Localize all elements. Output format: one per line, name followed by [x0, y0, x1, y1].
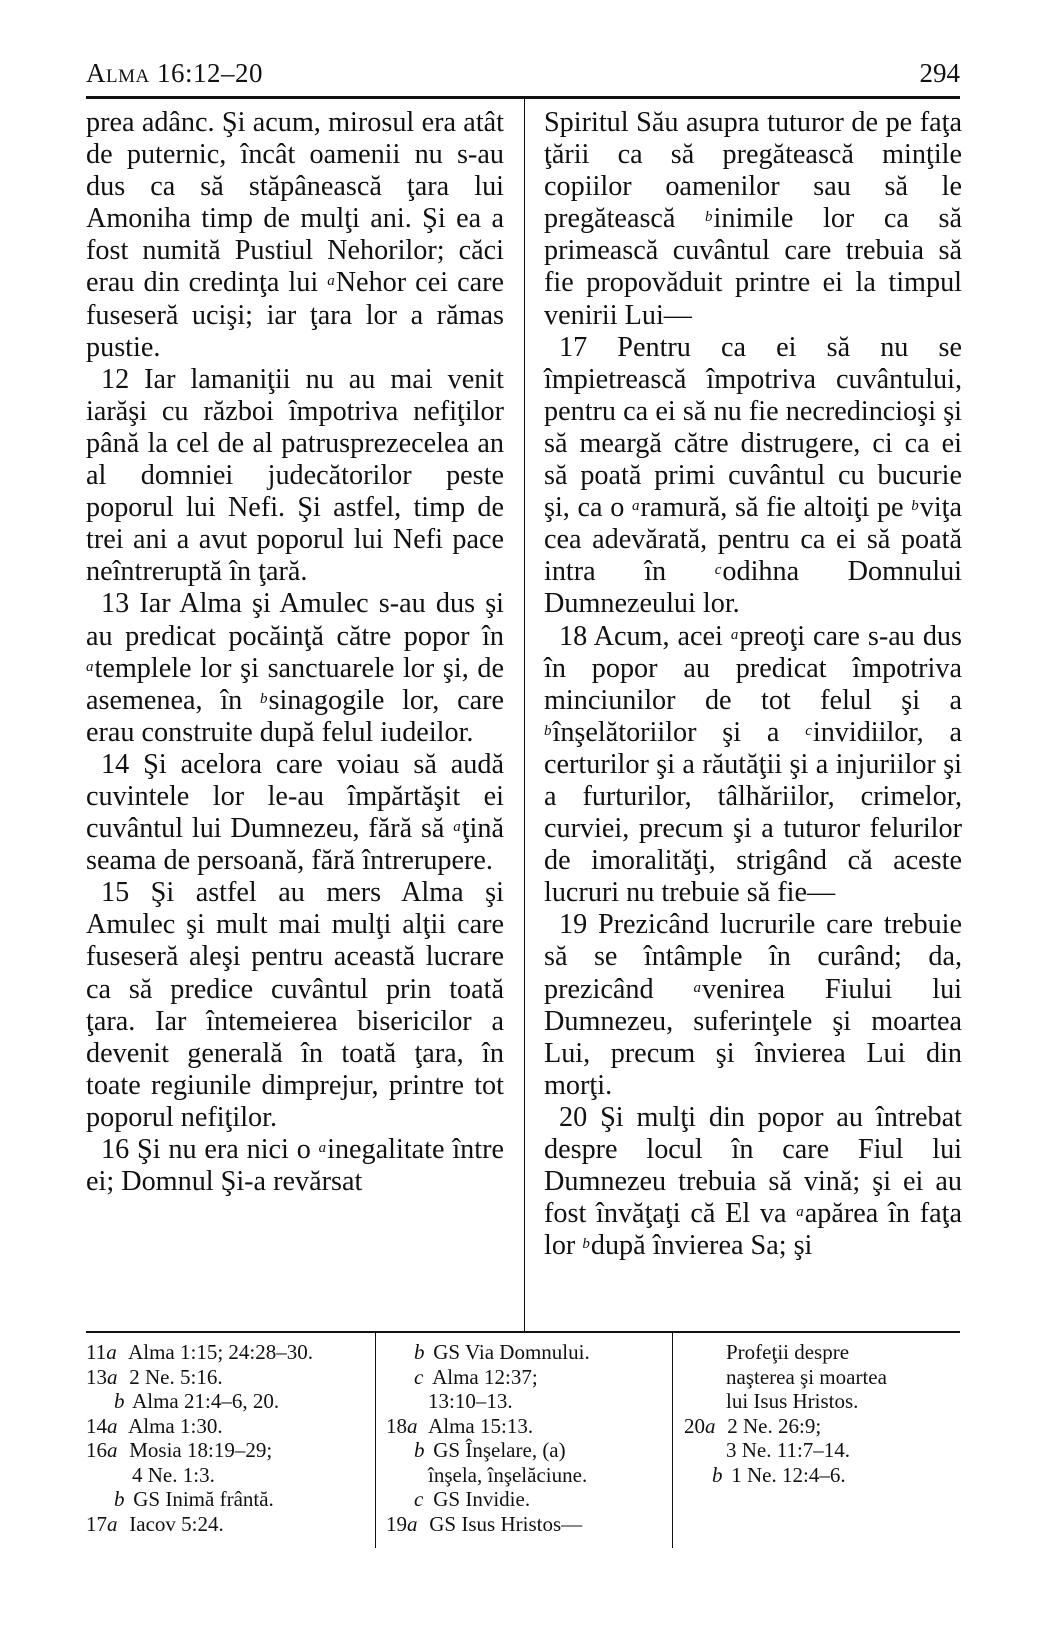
footnote-marker[interactable]: b: [705, 209, 713, 226]
footnote-marker[interactable]: c: [714, 562, 722, 579]
running-title: [86, 58, 263, 89]
verse-14: 14 Şi acelora care voiau să audă cuvintele lor le-au împărtăşit ei cuvântul lui Dumnezeu, fără să $^a$ţină seama de persoană, fără întrerupere.: [86, 748, 504, 877]
footnote-entry[interactable]: b GS Inimă frântă.: [114, 1487, 274, 1511]
footnotes-rule: [86, 1331, 960, 1333]
footnote-entry[interactable]: 11a Alma 1:15; 24:28–30.: [86, 1340, 314, 1364]
footnote-entry[interactable]: 17a Iacov 5:24.: [86, 1511, 224, 1536]
verse-16: 16 Şi nu era nici o $^a$inegalitate între ei; Domnul Şi-a revărsat: [86, 1134, 504, 1198]
footnote-column-divider: [672, 1333, 673, 1548]
verse-16-continuation: Spiritul Său asupra tuturor de pe faţa ţării ca să pregătească minţile copiilor oamenilor sau să le pregătească $^b$inimile lor ca să primească cuvântul care trebuia să fie propovăduit printre ei la timpul venirii Lui—: [544, 107, 962, 331]
page-number: 294: [919, 58, 960, 88]
verse-11-continuation: prea adânc. Şi acum, mirosul era atât de puternic, încât oamenii nu s-au dus ca să stăpânească ţara lui Amoniha timp de mulţi ani. Şi ea a fost numită Pustiul Nehorilor; căci erau din credinţa lui $^a$Nehor cei care fuseseră ucişi; iar ţara lor a rămas pustie.: [86, 107, 504, 363]
footnote-entry[interactable]: b GS Via Domnului.: [414, 1340, 590, 1364]
footnotes-column-3: [684, 1340, 960, 1487]
footnote-continuation: 4 Ne. 1:3.: [132, 1462, 215, 1487]
footnote-marker[interactable]: a: [796, 1204, 804, 1221]
verse-19: 19 Prezicând lucrurile care trebuie să se întâmple în curând; da, prezicând $^a$venirea Fiului lui Dumnezeu, suferinţele şi moartea Lui, precum şi învierea Lui din morţi.: [544, 909, 962, 1101]
footnote-entry[interactable]: 16a Mosia 18:19–29;: [86, 1438, 273, 1462]
footnote-marker[interactable]: a: [631, 498, 640, 515]
verse-12: 12 Iar lamaniţii nu au mai venit iarăşi cu război împotriva nefiţilor până la cel de al patrusprezecelea an al domniei judecătorilor peste poporul lui Nefi. Şi astfel, timp de trei ani a avut poporul lui Nefi pace neîntreruptă în ţară.: [86, 363, 504, 588]
footnote-continuation: înşela, înşelăciune.: [428, 1462, 588, 1487]
footnote-column-divider: [375, 1333, 376, 1548]
footnote-marker[interactable]: a: [327, 273, 335, 290]
footnote-continuation: 3 Ne. 11:7–14.: [726, 1438, 851, 1462]
left-text-column: [86, 107, 504, 1198]
footnote-marker[interactable]: a: [318, 1140, 327, 1156]
verse-20: 20 Şi mulţi din popor au întrebat despre locul în care Fiul lui Dumnezeu trebuia să vină; şi ei au fost învăţaţi că El va $^a$apărea în faţa lor $^b$după învierea Sa; şi: [544, 1101, 962, 1262]
verse-17: 17 Pentru ca ei să nu se împietrească împotriva cuvântului, pentru ca ei să nu fie necredincioşi şi să meargă către distrugere, ci ca ei să poată primi cuvântul cu bucurie şi, ca o $^a$ramură, să fie altoiţi pe $^b$viţa cea adevărată, pentru ca ei să poată intra în $^c$odihna Domnului Dumnezeului lor.: [544, 331, 963, 620]
verse-13: 13 Iar Alma şi Amulec s-au dus şi au predicat pocăinţă către popor în $^a$templele lor şi sanctuarele lor şi, de asemenea, în $^b$sinagogile lor, care erau construite după felul iudeilor.: [86, 588, 504, 748]
verse-15: 15 Şi astfel au mers Alma şi Amulec şi mult mai mulţi alţii care fuseseră aleşi pentru această lucrare ca să predice cuvântul prin toată ţara. Iar întemeierea bisericilor a devenit generală în toată ţara, în toate regiunile dimprejur, printre tot poporul nefiţilor.: [86, 877, 504, 1133]
right-text-column: [544, 107, 962, 1262]
footnote-marker[interactable]: a: [730, 626, 739, 643]
header-rule: [86, 96, 960, 99]
column-divider: [524, 98, 525, 1331]
footnote-marker[interactable]: a: [453, 819, 461, 836]
footnote-continuation: Profeţii despre: [726, 1340, 850, 1364]
footnote-entry[interactable]: b GS Înşelare, (a): [414, 1438, 566, 1462]
chapter-range: 16:12–20: [149, 58, 263, 88]
footnote-continuation: lui Isus Hristos.: [726, 1389, 859, 1413]
footnote-entry[interactable]: 13a 2 Ne. 5:16.: [86, 1364, 223, 1389]
footnote-marker[interactable]: b: [582, 1236, 590, 1253]
footnotes-column-1: [86, 1340, 371, 1536]
footnote-entry[interactable]: b Alma 21:4–6, 20.: [114, 1389, 280, 1413]
footnote-marker[interactable]: b: [260, 690, 268, 707]
running-header: [86, 58, 960, 94]
footnote-marker[interactable]: b: [911, 498, 919, 515]
footnote-entry[interactable]: 14a Alma 1:30.: [86, 1413, 223, 1438]
verse-18: 18 Acum, acei $^a$preoţi care s-au dus în popor au predicat împotriva minciunilor de tot felul şi a $^b$înşelătoriilor şi a $^c$invidiilor, a certurilor şi a răutăţii şi a injuriilor şi a furturilor, tâlhăriilor, crimelor, curviei, precum şi a tuturor felurilor de imoralităţi, strigând că aceste lucruri nu trebuie să fie—: [544, 620, 962, 909]
footnote-continuation: 13:10–13.: [428, 1389, 513, 1413]
footnote-entry[interactable]: 18a Alma 15:13.: [386, 1413, 534, 1438]
footnote-entry[interactable]: 20a 2 Ne. 26:9;: [684, 1413, 822, 1438]
footnote-marker[interactable]: b: [544, 722, 552, 739]
footnote-marker[interactable]: a: [693, 979, 702, 996]
footnote-entry[interactable]: c Alma 12:37;: [414, 1364, 538, 1389]
footnote-entry[interactable]: b 1 Ne. 12:4–6.: [712, 1462, 846, 1487]
footnote-marker[interactable]: a: [86, 658, 94, 675]
footnote-marker[interactable]: c: [805, 722, 812, 739]
footnotes-column-2: [386, 1340, 668, 1536]
book-name: Alma: [86, 58, 150, 88]
footnote-entry[interactable]: 19a GS Isus Hristos—: [386, 1511, 583, 1536]
footnote-entry[interactable]: c GS Invidie.: [414, 1487, 531, 1511]
footnote-continuation: naşterea şi moartea: [726, 1364, 887, 1389]
